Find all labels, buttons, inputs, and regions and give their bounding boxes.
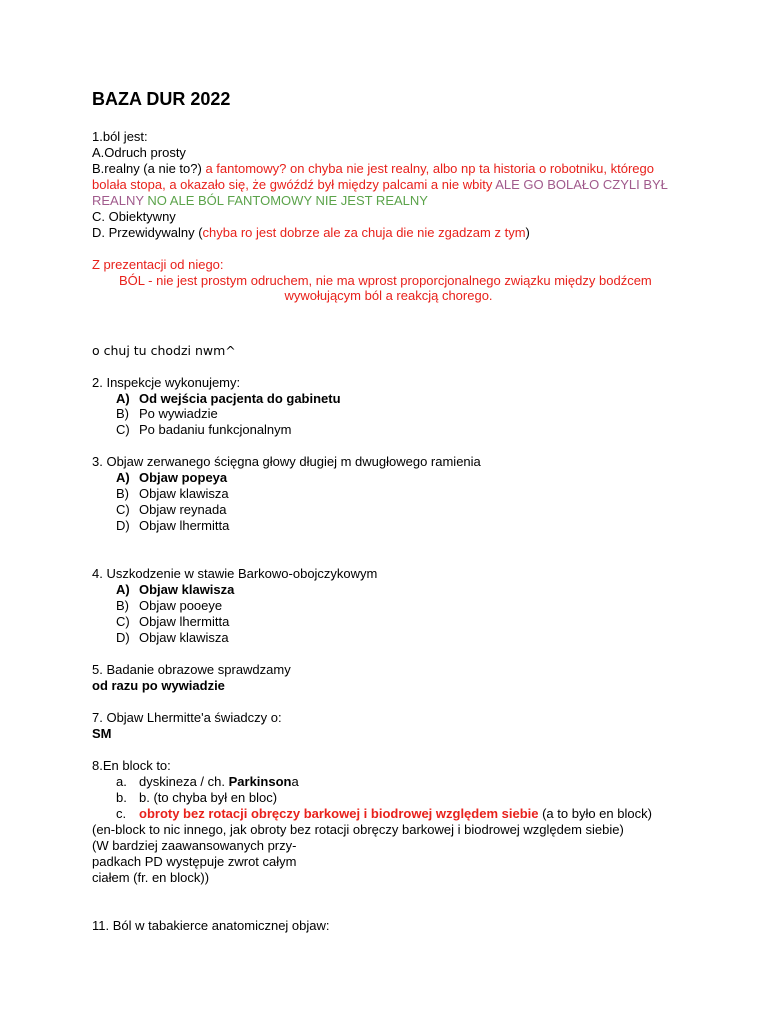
q8-option-c-answer: obroty bez rotacji obręczy barkowej i biodrowej względem siebie — [139, 806, 539, 821]
q3-option-a-label: A) — [116, 470, 130, 485]
q8-option-a-tail: a — [291, 774, 299, 789]
q8-option-b-label: b. — [116, 790, 127, 805]
q8-option-a-plain: dyskineza / ch. — [139, 774, 229, 789]
q4-option-c-label: C) — [116, 614, 130, 629]
page-title: BAZA DUR 2022 — [92, 89, 231, 109]
q8-option-a-label: a. — [116, 774, 127, 789]
q1-option-d — [92, 225, 530, 241]
handwritten-note: o chuj tu chodzi nwm^ — [92, 343, 236, 358]
q4-option-d-text: Objaw klawisza — [139, 630, 229, 645]
presentation-line-1: BÓL - nie jest prostym odruchem, nie ma wprost proporcjonalnego związku między bodźcem — [119, 273, 652, 288]
q1-option-b-continued — [92, 177, 668, 193]
q2-option-c-text: Po badaniu funkcjonalnym — [139, 422, 292, 437]
q1-option-b-comment-purple-2: REALNY — [92, 193, 148, 208]
q4-heading: 4. Uszkodzenie w stawie Barkowo-obojczykowym — [92, 566, 378, 581]
q3-option-c-label: C) — [116, 502, 130, 517]
q1-option-b-comment-2: bolała stopa, a okazało się, że gwóźdź był między palcami a nie wbity — [92, 177, 496, 192]
q3-option-a-text: Objaw popeya — [139, 470, 228, 485]
q7-answer: SM — [92, 726, 112, 741]
q2-heading: 2. Inspekcje wykonujemy: — [92, 375, 241, 390]
q4-option-a-label: A) — [116, 582, 130, 597]
q1-option-c: C. Obiektywny — [92, 209, 176, 224]
q1-option-b-comment-green: NO ALE BÓL FANTOMOWY NIE JEST REALNY — [147, 193, 428, 208]
q8-explanation-1: (en-block to nic innego, jak obroty bez rotacji obręczy barkowej i biodrowej względem siebie) — [92, 822, 624, 837]
q1-option-b-comment-purple: ALE GO BOLAŁO CZYLI BYŁ — [495, 177, 668, 192]
q3-option-b-text: Objaw klawisza — [139, 486, 229, 501]
q1-option-b-prefix: B.realny (a nie to?) — [92, 161, 206, 176]
q4-option-b-label: B) — [116, 598, 129, 613]
q3-option-d-text: Objaw lhermitta — [139, 518, 230, 533]
q2-option-b-text: Po wywiadzie — [139, 406, 218, 421]
q7-heading: 7. Objaw Lhermitte'a świadczy o: — [92, 710, 282, 725]
q8-option-b-text: b. (to chyba był en bloc) — [139, 790, 278, 805]
q2-option-a-text: Od wejścia pacjenta do gabinetu — [139, 391, 341, 406]
presentation-heading: Z prezentacji od niego: — [92, 257, 224, 272]
q2-option-b-label: B) — [116, 406, 129, 421]
q8-option-a-bold: Parkinson — [228, 774, 292, 789]
q8-option-a-text — [139, 774, 299, 790]
q5-answer: od razu po wywiadzie — [92, 678, 225, 693]
q3-option-d-label: D) — [116, 518, 130, 533]
q8-heading: 8.En block to: — [92, 758, 171, 773]
q3-option-c-text: Objaw reynada — [139, 502, 227, 517]
presentation-line-2: wywołującym ból a reakcją chorego. — [284, 288, 493, 303]
q8-option-c-tail: (a to było en block) — [538, 806, 652, 821]
q4-option-c-text: Objaw lhermitta — [139, 614, 230, 629]
q1-option-b-continued-2 — [92, 193, 428, 209]
q3-option-b-label: B) — [116, 486, 129, 501]
q5-heading: 5. Badanie obrazowe sprawdzamy — [92, 662, 291, 677]
q2-option-c-label: C) — [116, 422, 130, 437]
q4-option-b-text: Objaw pooeye — [139, 598, 223, 613]
q1-option-b — [92, 161, 654, 177]
q8-explanation-2: (W bardziej zaawansowanych przy- — [92, 838, 297, 853]
q8-option-c-label: c. — [116, 806, 127, 821]
q3-heading: 3. Objaw zerwanego ścięgna głowy długiej m dwugłowego ramienia — [92, 454, 481, 469]
q11-heading: 11. Ból w tabakierce anatomicznej objaw: — [92, 918, 330, 933]
q8-explanation-3: padkach PD występuje zwrot całym — [92, 854, 297, 869]
q1-option-b-comment: a fantomowy? on chyba nie jest realny, albo np ta historia o robotniku, którego — [205, 161, 654, 176]
q1-option-a: A.Odruch prosty — [92, 145, 186, 160]
q2-option-a-label: A) — [116, 391, 130, 406]
q1-heading: 1.ból jest: — [92, 129, 148, 144]
q4-option-a-text: Objaw klawisza — [139, 582, 235, 597]
q1-option-d-comment: chyba ro jest dobrze ale za chuja die nie zgadzam z tym — [202, 225, 526, 240]
q8-explanation-4: ciałem (fr. en block)) — [92, 870, 210, 885]
q1-option-d-suffix: ) — [525, 225, 530, 240]
q4-option-d-label: D) — [116, 630, 130, 645]
q8-option-c-text — [139, 806, 652, 822]
q1-option-d-prefix: D. Przewidywalny ( — [92, 225, 203, 240]
